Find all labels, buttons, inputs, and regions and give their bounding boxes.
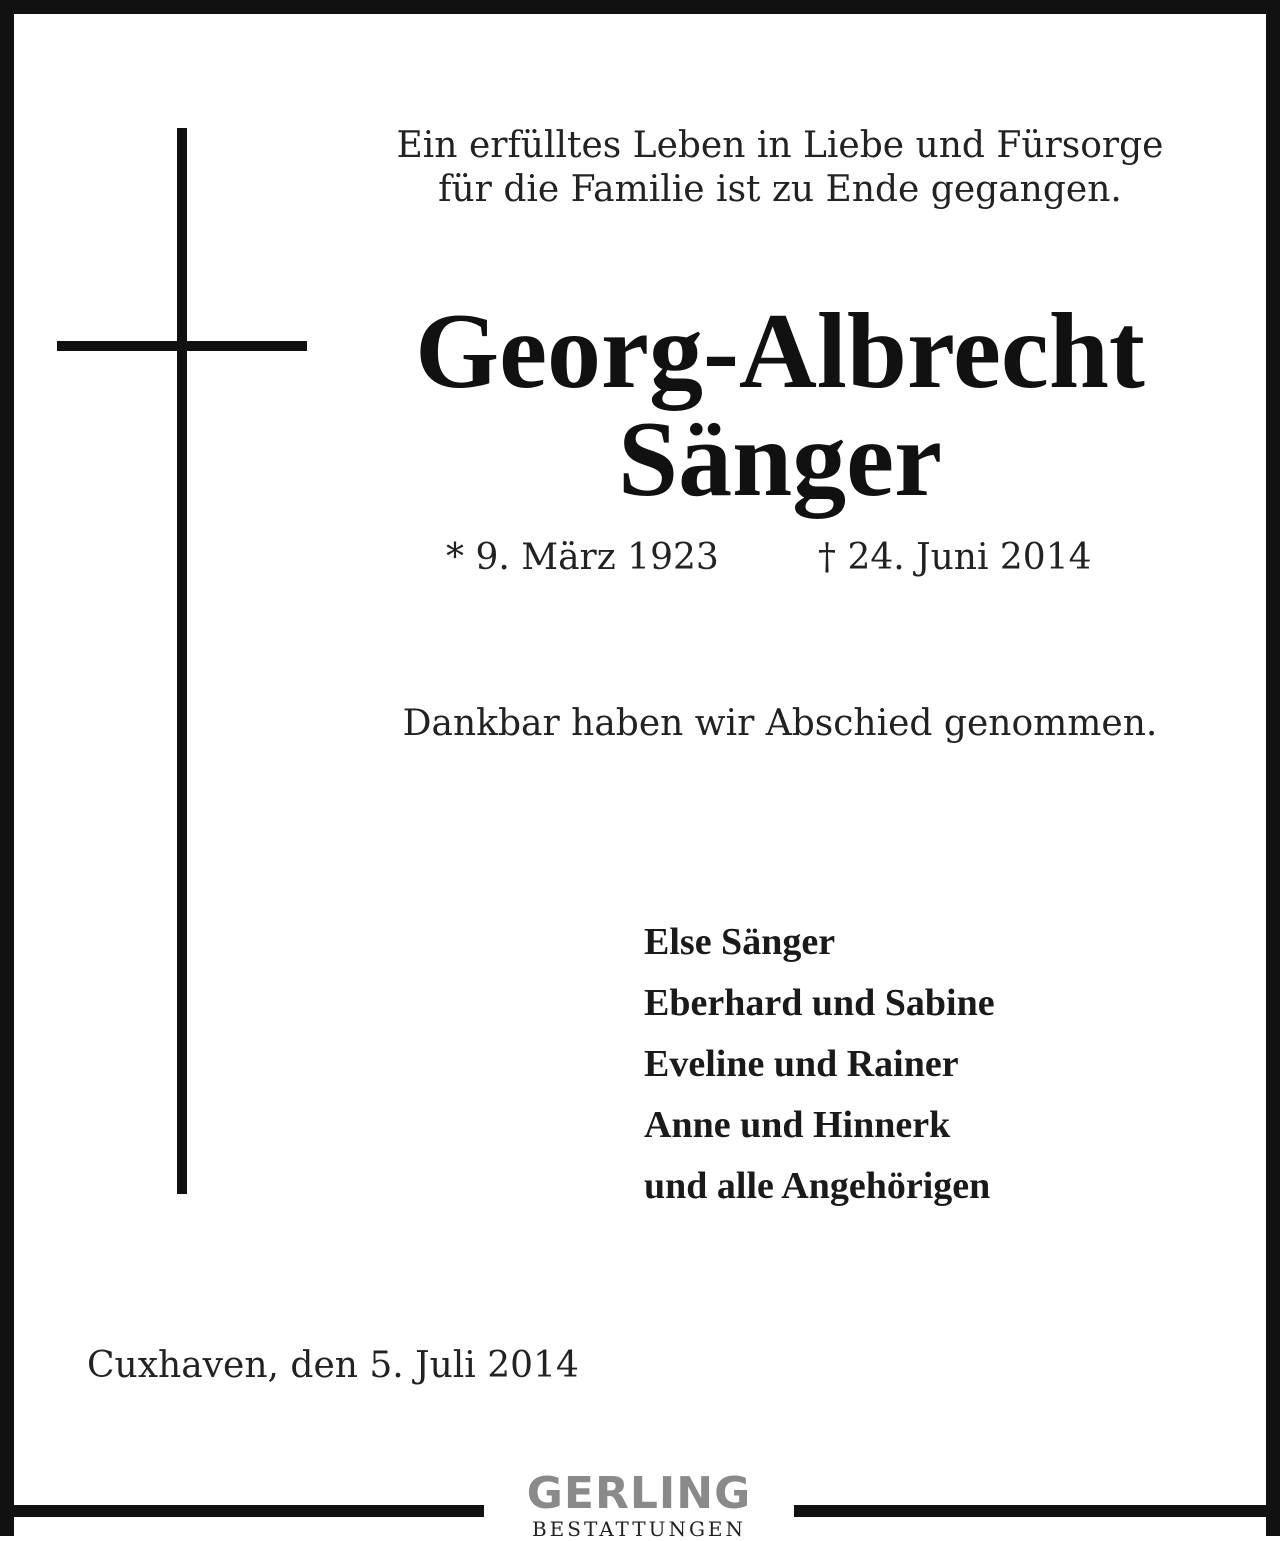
frame-border-top <box>0 0 1280 14</box>
deceased-first-name: Georg-Albrecht <box>415 292 1145 411</box>
birth-date: * 9. März 1923 <box>446 537 719 578</box>
frame-border-right <box>1266 0 1280 1536</box>
deceased-name <box>340 292 1220 519</box>
cross-horizontal-bar <box>57 341 307 351</box>
mourner-entry: Eberhard und Sabine <box>644 982 995 1024</box>
frame-border-left <box>0 0 14 1536</box>
death-date: † 24. Juni 2014 <box>818 537 1092 578</box>
frame-border-bottom-left <box>0 1505 484 1517</box>
frame-border-bottom-right <box>794 1505 1280 1517</box>
intro-line: Ein erfülltes Leben in Liebe und Fürsorge <box>396 125 1164 166</box>
mourners-list <box>644 912 995 1217</box>
deceased-last-name: Sänger <box>618 400 942 519</box>
mourner-entry: und alle Angehörigen <box>644 1165 991 1207</box>
mourner-entry: Else Sänger <box>644 921 836 963</box>
logo-subtitle: BESTATTUNGEN <box>531 1517 747 1541</box>
intro-text <box>340 124 1220 212</box>
farewell-text: Dankbar haben wir Abschied genommen. <box>402 703 1158 744</box>
place-and-date: Cuxhaven, den 5. Juli 2014 <box>87 1345 579 1386</box>
cross-vertical-bar <box>177 128 187 1194</box>
logo-name: GERLING <box>526 1468 752 1519</box>
mourner-entry: Eveline und Rainer <box>644 1043 959 1085</box>
mourner-entry: Anne und Hinnerk <box>644 1104 951 1146</box>
intro-line: für die Familie ist zu Ende gegangen. <box>438 169 1122 210</box>
funeral-home-logo <box>484 1468 794 1541</box>
